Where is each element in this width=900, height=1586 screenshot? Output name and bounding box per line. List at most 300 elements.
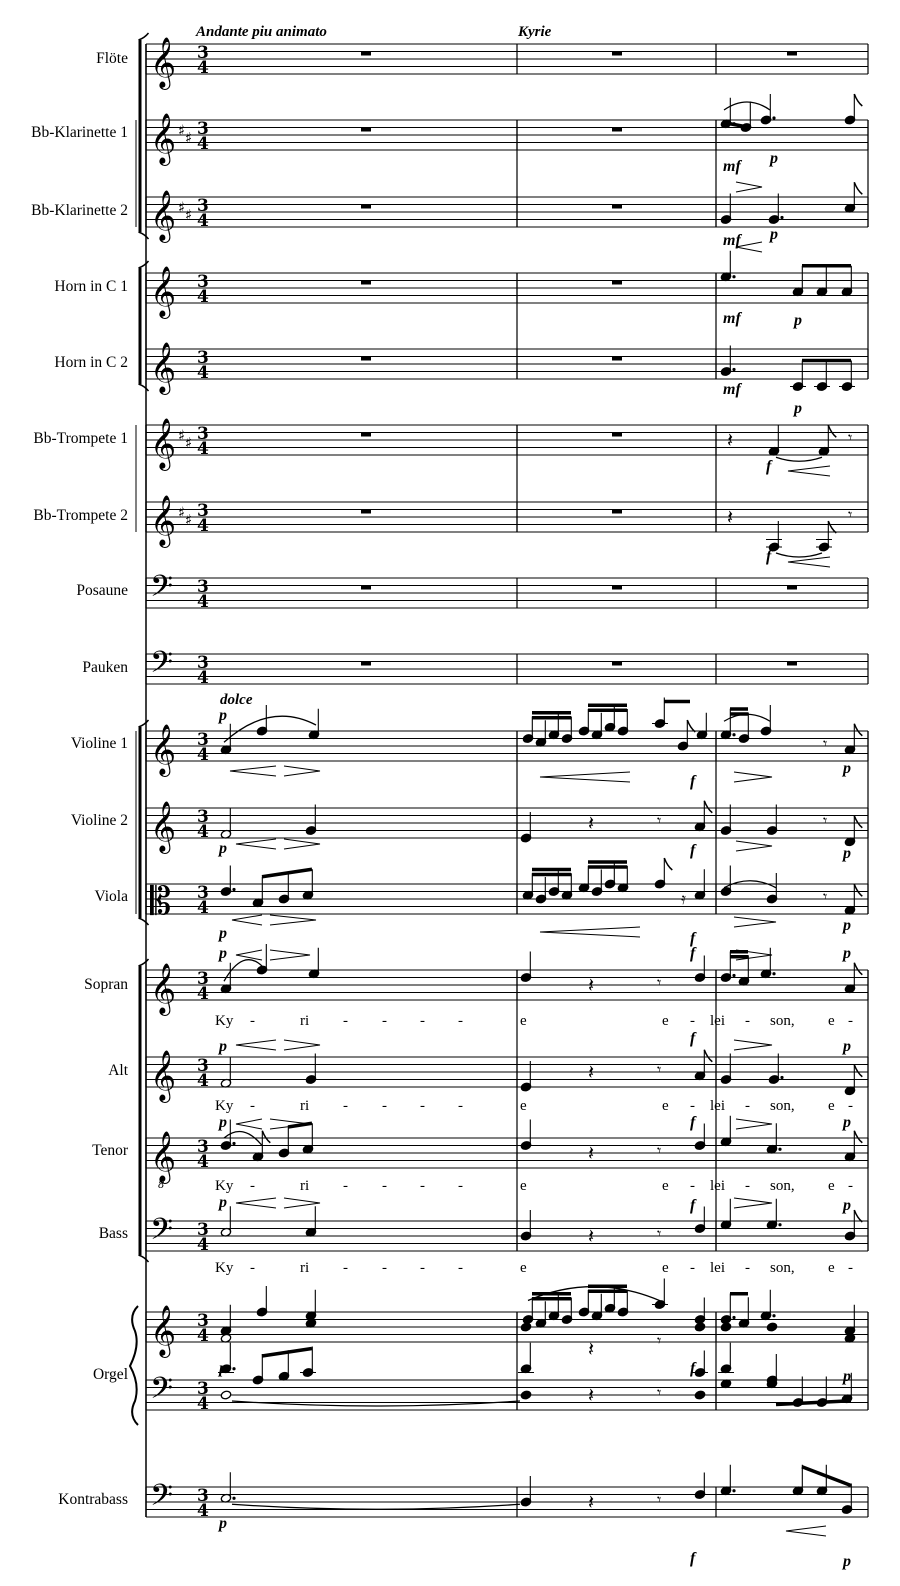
whole-rest [361, 52, 371, 56]
lyric-syllable: - [745, 1178, 750, 1194]
staff [146, 970, 868, 1000]
sharp-f: ♯ [178, 198, 186, 217]
svg-text:4: 4 [197, 1152, 209, 1172]
eighth-rest: 𝄾 [657, 1331, 662, 1350]
time-signature [197, 1311, 209, 1346]
lyric-syllable: e [520, 1013, 527, 1029]
lyric-syllable: e [662, 1098, 669, 1114]
decrescendo-hairpin [270, 950, 310, 960]
svg-text:3: 3 [197, 501, 209, 521]
dynamic-p: p [770, 226, 778, 243]
svg-text:4: 4 [197, 58, 209, 78]
staff [146, 349, 868, 379]
treble-clef: 𝄞 [150, 1131, 177, 1182]
eighth-rest: 𝄾 [823, 887, 828, 906]
octave-marker: 8 [158, 1180, 165, 1191]
bass-clef: 𝄢 [150, 646, 174, 687]
lyric-syllable: lei [710, 1260, 725, 1276]
woodwind-bracket [139, 33, 149, 239]
time-signature [197, 1137, 209, 1172]
dynamic-f: f [690, 945, 696, 962]
flag [704, 801, 712, 813]
instrument-label: Sopran [84, 976, 128, 993]
lyric-syllable: Ky [215, 1098, 234, 1114]
dot [732, 368, 735, 371]
lyric-syllable: Ky [215, 1178, 234, 1194]
decrescendo-hairpin [284, 1040, 320, 1050]
decrescendo-hairpin [736, 182, 762, 192]
whole-rest [361, 281, 371, 285]
svg-text:4: 4 [197, 363, 209, 383]
flag [704, 1050, 712, 1062]
svg-text:3: 3 [197, 43, 209, 63]
crescendo-hairpin [788, 557, 830, 567]
dolce-marking: dolce [220, 692, 253, 708]
svg-text:4: 4 [197, 516, 209, 536]
dynamic-p: p [219, 945, 227, 962]
quarter-rest: 𝄽 [588, 973, 595, 997]
instrument-label: Alt [108, 1062, 128, 1079]
beam [776, 1401, 851, 1405]
lyric-syllable: - [745, 1260, 750, 1276]
bass-clef: 𝄢 [150, 1479, 174, 1520]
lyric-syllable: ri [300, 1098, 310, 1114]
whole-rest [612, 510, 622, 514]
time-signature [197, 43, 209, 78]
instrument-label: Posaune [76, 582, 128, 599]
lyric-syllable: lei [710, 1178, 725, 1194]
lyric-syllable: e [520, 1178, 527, 1194]
treble-clef: 𝄞 [150, 1305, 177, 1356]
whole-rest [612, 52, 622, 56]
decrescendo-hairpin [734, 917, 776, 927]
lyric-syllable: - [382, 1098, 387, 1114]
eighth-rest: 𝄾 [848, 428, 853, 447]
staff [146, 731, 868, 761]
time-signature [197, 424, 209, 459]
eighth-rest: 𝄾 [823, 811, 828, 830]
dot [772, 1314, 775, 1317]
whole-rest [361, 662, 371, 666]
crescendo-hairpin [236, 950, 262, 960]
beam [262, 869, 312, 877]
tie [776, 457, 822, 461]
crescendo-hairpin [230, 766, 276, 776]
lyric-syllable: - [343, 1013, 348, 1029]
notehead [694, 1390, 705, 1400]
dynamic-p: p [843, 945, 851, 962]
time-signature [197, 730, 209, 765]
treble-clef: 𝄞 [150, 1050, 177, 1101]
lyric-syllable: e [828, 1098, 835, 1114]
instrument-label: Bb-Klarinette 1 [31, 124, 128, 141]
instrument-label: Horn in C 1 [54, 278, 128, 295]
dynamic-f: f [690, 1197, 696, 1214]
sharp-c: ♯ [185, 510, 193, 529]
whole-rest [361, 357, 371, 361]
lyric-syllable: - [343, 1178, 348, 1194]
time-signature [197, 577, 209, 612]
dot [232, 1142, 235, 1145]
eighth-rest: 𝄾 [823, 734, 828, 753]
dynamic-f: f [690, 842, 696, 859]
lyric-syllable: e [662, 1013, 669, 1029]
dynamic-p: p [219, 840, 227, 857]
treble-clef: 𝄞 [150, 113, 177, 164]
crescendo-hairpin [236, 1198, 276, 1208]
treble-clef: 𝄞 [150, 266, 177, 317]
svg-text:3: 3 [197, 653, 209, 673]
time-signature [197, 969, 209, 1004]
instrument-label: Tenor [92, 1142, 128, 1159]
svg-text:3: 3 [197, 272, 209, 292]
quarter-rest: 𝄽 [588, 1060, 595, 1084]
flag [854, 816, 862, 828]
instrument-label: Bb-Trompete 2 [33, 507, 128, 524]
lyric-syllable: - [250, 1013, 255, 1029]
time-signature [197, 1056, 209, 1091]
dot [732, 1316, 735, 1319]
lyric-syllable: Ky [215, 1013, 234, 1029]
dynamic-f: f [690, 1114, 696, 1131]
decrescendo-hairpin [284, 766, 320, 776]
dynamic-p: p [219, 1114, 227, 1131]
lyric-syllable: - [848, 1178, 853, 1194]
notehead [694, 1322, 705, 1332]
sixteenth-rest: 𝄿 [681, 889, 686, 908]
time-signature [197, 501, 209, 536]
sharp-c: ♯ [185, 433, 193, 452]
tempo-mark: Andante piu animato [196, 24, 327, 40]
crescendo-hairpin [236, 1119, 262, 1129]
staff [146, 1138, 868, 1168]
lyric-syllable: - [848, 1013, 853, 1029]
staff [146, 1057, 868, 1087]
svg-text:4: 4 [197, 1326, 209, 1346]
instrument-label: Pauken [82, 659, 128, 676]
quarter-rest: 𝄽 [588, 1490, 595, 1514]
svg-text:4: 4 [197, 439, 209, 459]
quarter-rest: 𝄽 [727, 428, 734, 452]
crescendo-hairpin [540, 927, 640, 937]
decrescendo-hairpin [734, 1040, 772, 1050]
dot [732, 733, 735, 736]
dynamic-mf: mf [723, 381, 741, 398]
time-signature [197, 883, 209, 918]
staff [146, 884, 868, 914]
quarter-rest: 𝄽 [588, 811, 595, 835]
time-signature [197, 119, 209, 154]
lyric-syllable: - [420, 1013, 425, 1029]
sharp-f: ♯ [178, 426, 186, 445]
notehead [766, 1322, 777, 1332]
lyric-syllable: - [420, 1178, 425, 1194]
dynamic-p: p [843, 845, 851, 862]
whole-rest [612, 205, 622, 209]
lyric-syllable: e [828, 1178, 835, 1194]
svg-text:3: 3 [197, 577, 209, 597]
crescendo-hairpin [786, 1526, 826, 1536]
lyric-syllable: - [458, 1013, 463, 1029]
lyric-syllable: - [250, 1260, 255, 1276]
dot [732, 974, 735, 977]
dot [232, 1497, 235, 1500]
flag [854, 1210, 862, 1222]
staff [146, 808, 868, 838]
lyric-syllable: son, [770, 1098, 795, 1114]
whole-rest [787, 586, 797, 590]
lyric-syllable: son, [770, 1260, 795, 1276]
treble-clef: 𝄞 [150, 495, 177, 546]
choir-bracket [139, 959, 149, 1262]
sharp-c: ♯ [185, 205, 193, 224]
instrument-label: Violine 1 [70, 735, 128, 752]
dot [772, 116, 775, 119]
whole-rest [361, 205, 371, 209]
svg-text:4: 4 [197, 1501, 209, 1521]
dynamic-p: p [843, 1114, 851, 1131]
flag [828, 521, 836, 533]
whole-rest [361, 128, 371, 132]
crescendo-hairpin [236, 839, 276, 849]
lyric-syllable: e [662, 1178, 669, 1194]
dynamic-p: p [843, 1038, 851, 1055]
notehead [520, 1390, 531, 1400]
lyric-syllable: - [458, 1098, 463, 1114]
time-signature [197, 807, 209, 842]
tie [232, 1504, 520, 1509]
staff [146, 120, 868, 150]
eighth-rest: 𝄾 [657, 1224, 662, 1243]
svg-text:4: 4 [197, 1071, 209, 1091]
lyric-syllable: - [382, 1013, 387, 1029]
dynamic-p: p [843, 1553, 851, 1570]
svg-text:3: 3 [197, 1379, 209, 1399]
staff [146, 273, 868, 303]
notehead [520, 1322, 531, 1332]
tie [232, 1401, 520, 1406]
bass-clef: 𝄢 [150, 1372, 174, 1413]
time-signature [197, 348, 209, 383]
dynamic-f: f [690, 930, 696, 947]
staff [146, 1312, 868, 1342]
decrescendo-hairpin [284, 1198, 320, 1208]
time-signature [197, 653, 209, 688]
flag [854, 182, 862, 194]
whole-rest [361, 433, 371, 437]
treble-clef: 𝄞 [150, 963, 177, 1014]
dynamic-mf: mf [723, 310, 741, 327]
dynamic-f: f [690, 1360, 696, 1377]
whole-rest [787, 52, 797, 56]
dynamic-p: p [219, 925, 227, 942]
crescendo-hairpin [232, 915, 262, 925]
dynamic-p: p [770, 150, 778, 167]
quarter-rest: 𝄽 [588, 1337, 595, 1361]
lyric-syllable: e [828, 1260, 835, 1276]
svg-text:4: 4 [197, 592, 209, 612]
notehead [220, 1390, 231, 1400]
quarter-rest: 𝄽 [588, 1224, 595, 1248]
flag [262, 1131, 270, 1143]
dot [780, 1076, 783, 1079]
dynamic-p: p [843, 760, 851, 777]
lyric-syllable: - [690, 1013, 695, 1029]
flag [687, 720, 695, 732]
time-signature [197, 1379, 209, 1414]
svg-text:3: 3 [197, 424, 209, 444]
lyric-syllable: ri [300, 1013, 310, 1029]
lyric-syllable: lei [710, 1098, 725, 1114]
dynamic-p: p [794, 312, 802, 329]
sharp-f: ♯ [178, 503, 186, 522]
flag [664, 858, 672, 870]
instrument-label: Horn in C 2 [54, 354, 128, 371]
instrument-label: Bb-Klarinette 2 [31, 202, 128, 219]
lyric-syllable: - [343, 1098, 348, 1114]
staff [146, 654, 868, 684]
treble-clef: 𝄞 [150, 724, 177, 775]
dynamic-p: p [843, 1368, 851, 1385]
lyric-syllable: - [343, 1260, 348, 1276]
treble-clef: 𝄞 [150, 37, 177, 88]
svg-text:3: 3 [197, 1311, 209, 1331]
time-signature [197, 1486, 209, 1521]
flag [854, 1131, 862, 1143]
dynamic-p: p [219, 1360, 227, 1377]
svg-text:3: 3 [197, 807, 209, 827]
dynamic-p: p [219, 1038, 227, 1055]
svg-text:4: 4 [197, 1235, 209, 1255]
dynamic-f: f [690, 1550, 696, 1567]
svg-text:4: 4 [197, 134, 209, 154]
svg-text:3: 3 [197, 1220, 209, 1240]
crescendo-hairpin [236, 1040, 276, 1050]
lyric-syllable: e [662, 1260, 669, 1276]
dynamic-f: f [766, 458, 772, 475]
instrument-label: Orgel [92, 1366, 128, 1383]
lyric-syllable: son, [770, 1013, 795, 1029]
whole-rest [612, 433, 622, 437]
svg-text:4: 4 [197, 898, 209, 918]
lyric-syllable: - [250, 1178, 255, 1194]
tie [776, 553, 822, 557]
svg-text:3: 3 [197, 969, 209, 989]
flag [854, 724, 862, 736]
svg-text:4: 4 [197, 984, 209, 1004]
decrescendo-hairpin [736, 841, 772, 851]
eighth-rest: 𝄾 [657, 811, 662, 830]
slur [724, 102, 770, 110]
staff [146, 425, 868, 455]
whole-rest [612, 357, 622, 361]
dynamic-p: p [219, 1194, 227, 1211]
decrescendo-hairpin [270, 915, 316, 925]
svg-text:3: 3 [197, 1137, 209, 1157]
dot [772, 972, 775, 975]
instrument-label: Flöte [96, 50, 128, 67]
lyric-syllable: - [382, 1260, 387, 1276]
lyric-syllable: - [250, 1098, 255, 1114]
svg-text:3: 3 [197, 1056, 209, 1076]
instrument-label: Kontrabass [58, 1491, 128, 1508]
lyric-syllable: son, [770, 1178, 795, 1194]
eighth-rest: 𝄾 [657, 1060, 662, 1079]
svg-text:3: 3 [197, 730, 209, 750]
dynamic-p: p [843, 1197, 851, 1214]
svg-text:3: 3 [197, 348, 209, 368]
bass-clef: 𝄢 [150, 1213, 174, 1254]
svg-text:3: 3 [197, 1486, 209, 1506]
treble-clef: 𝄞 [150, 342, 177, 393]
lyric-syllable: - [848, 1260, 853, 1276]
treble-clef: 𝄞 [150, 418, 177, 469]
sharp-c: ♯ [185, 128, 193, 147]
dot [778, 1148, 781, 1151]
instrument-label: Violine 2 [70, 812, 128, 829]
flag [854, 94, 862, 106]
treble-clef: 𝄞 [150, 190, 177, 241]
lyric-syllable: - [458, 1260, 463, 1276]
whole-rest [612, 662, 622, 666]
staff [146, 1487, 868, 1517]
staff [146, 578, 868, 608]
lyric-syllable: ri [300, 1260, 310, 1276]
svg-text:4: 4 [197, 1394, 209, 1414]
svg-text:4: 4 [197, 287, 209, 307]
lyric-syllable: - [848, 1098, 853, 1114]
lyric-syllable: - [690, 1260, 695, 1276]
dynamic-f: f [690, 773, 696, 790]
whole-rest [361, 586, 371, 590]
whole-rest [612, 281, 622, 285]
time-signature [197, 1220, 209, 1255]
sharp-f: ♯ [178, 121, 186, 140]
tempo-mark: Kyrie [518, 24, 552, 40]
bass-clef: 𝄢 [150, 570, 174, 611]
dot [778, 1223, 781, 1226]
quarter-rest: 𝄽 [727, 505, 734, 529]
instrument-label: Bb-Trompete 1 [33, 430, 128, 447]
lyric-syllable: - [420, 1098, 425, 1114]
eighth-rest: 𝄾 [657, 1490, 662, 1509]
lyric-syllable: - [690, 1178, 695, 1194]
time-signature [197, 272, 209, 307]
alto-clef: 𝄡 [150, 879, 172, 923]
whole-rest [612, 128, 622, 132]
instrument-label: Viola [94, 888, 128, 905]
lyric-syllable: - [458, 1178, 463, 1194]
quarter-rest: 𝄽 [588, 1383, 595, 1407]
lyric-syllable: ri [300, 1178, 310, 1194]
notehead [720, 1322, 731, 1332]
decrescendo-hairpin [734, 1198, 772, 1208]
beam [262, 1349, 312, 1357]
lyric-syllable: e [520, 1260, 527, 1276]
decrescendo-hairpin [734, 772, 772, 782]
svg-text:3: 3 [197, 883, 209, 903]
dot [232, 1367, 235, 1370]
lyric-syllable: - [420, 1260, 425, 1276]
eighth-rest: 𝄾 [657, 1383, 662, 1402]
organ-brace [130, 1306, 138, 1425]
dynamic-f: f [766, 548, 772, 565]
staff [146, 1380, 868, 1410]
time-signature [197, 196, 209, 231]
staff [146, 1221, 868, 1251]
lyric-syllable: - [745, 1098, 750, 1114]
flag [854, 1065, 862, 1077]
